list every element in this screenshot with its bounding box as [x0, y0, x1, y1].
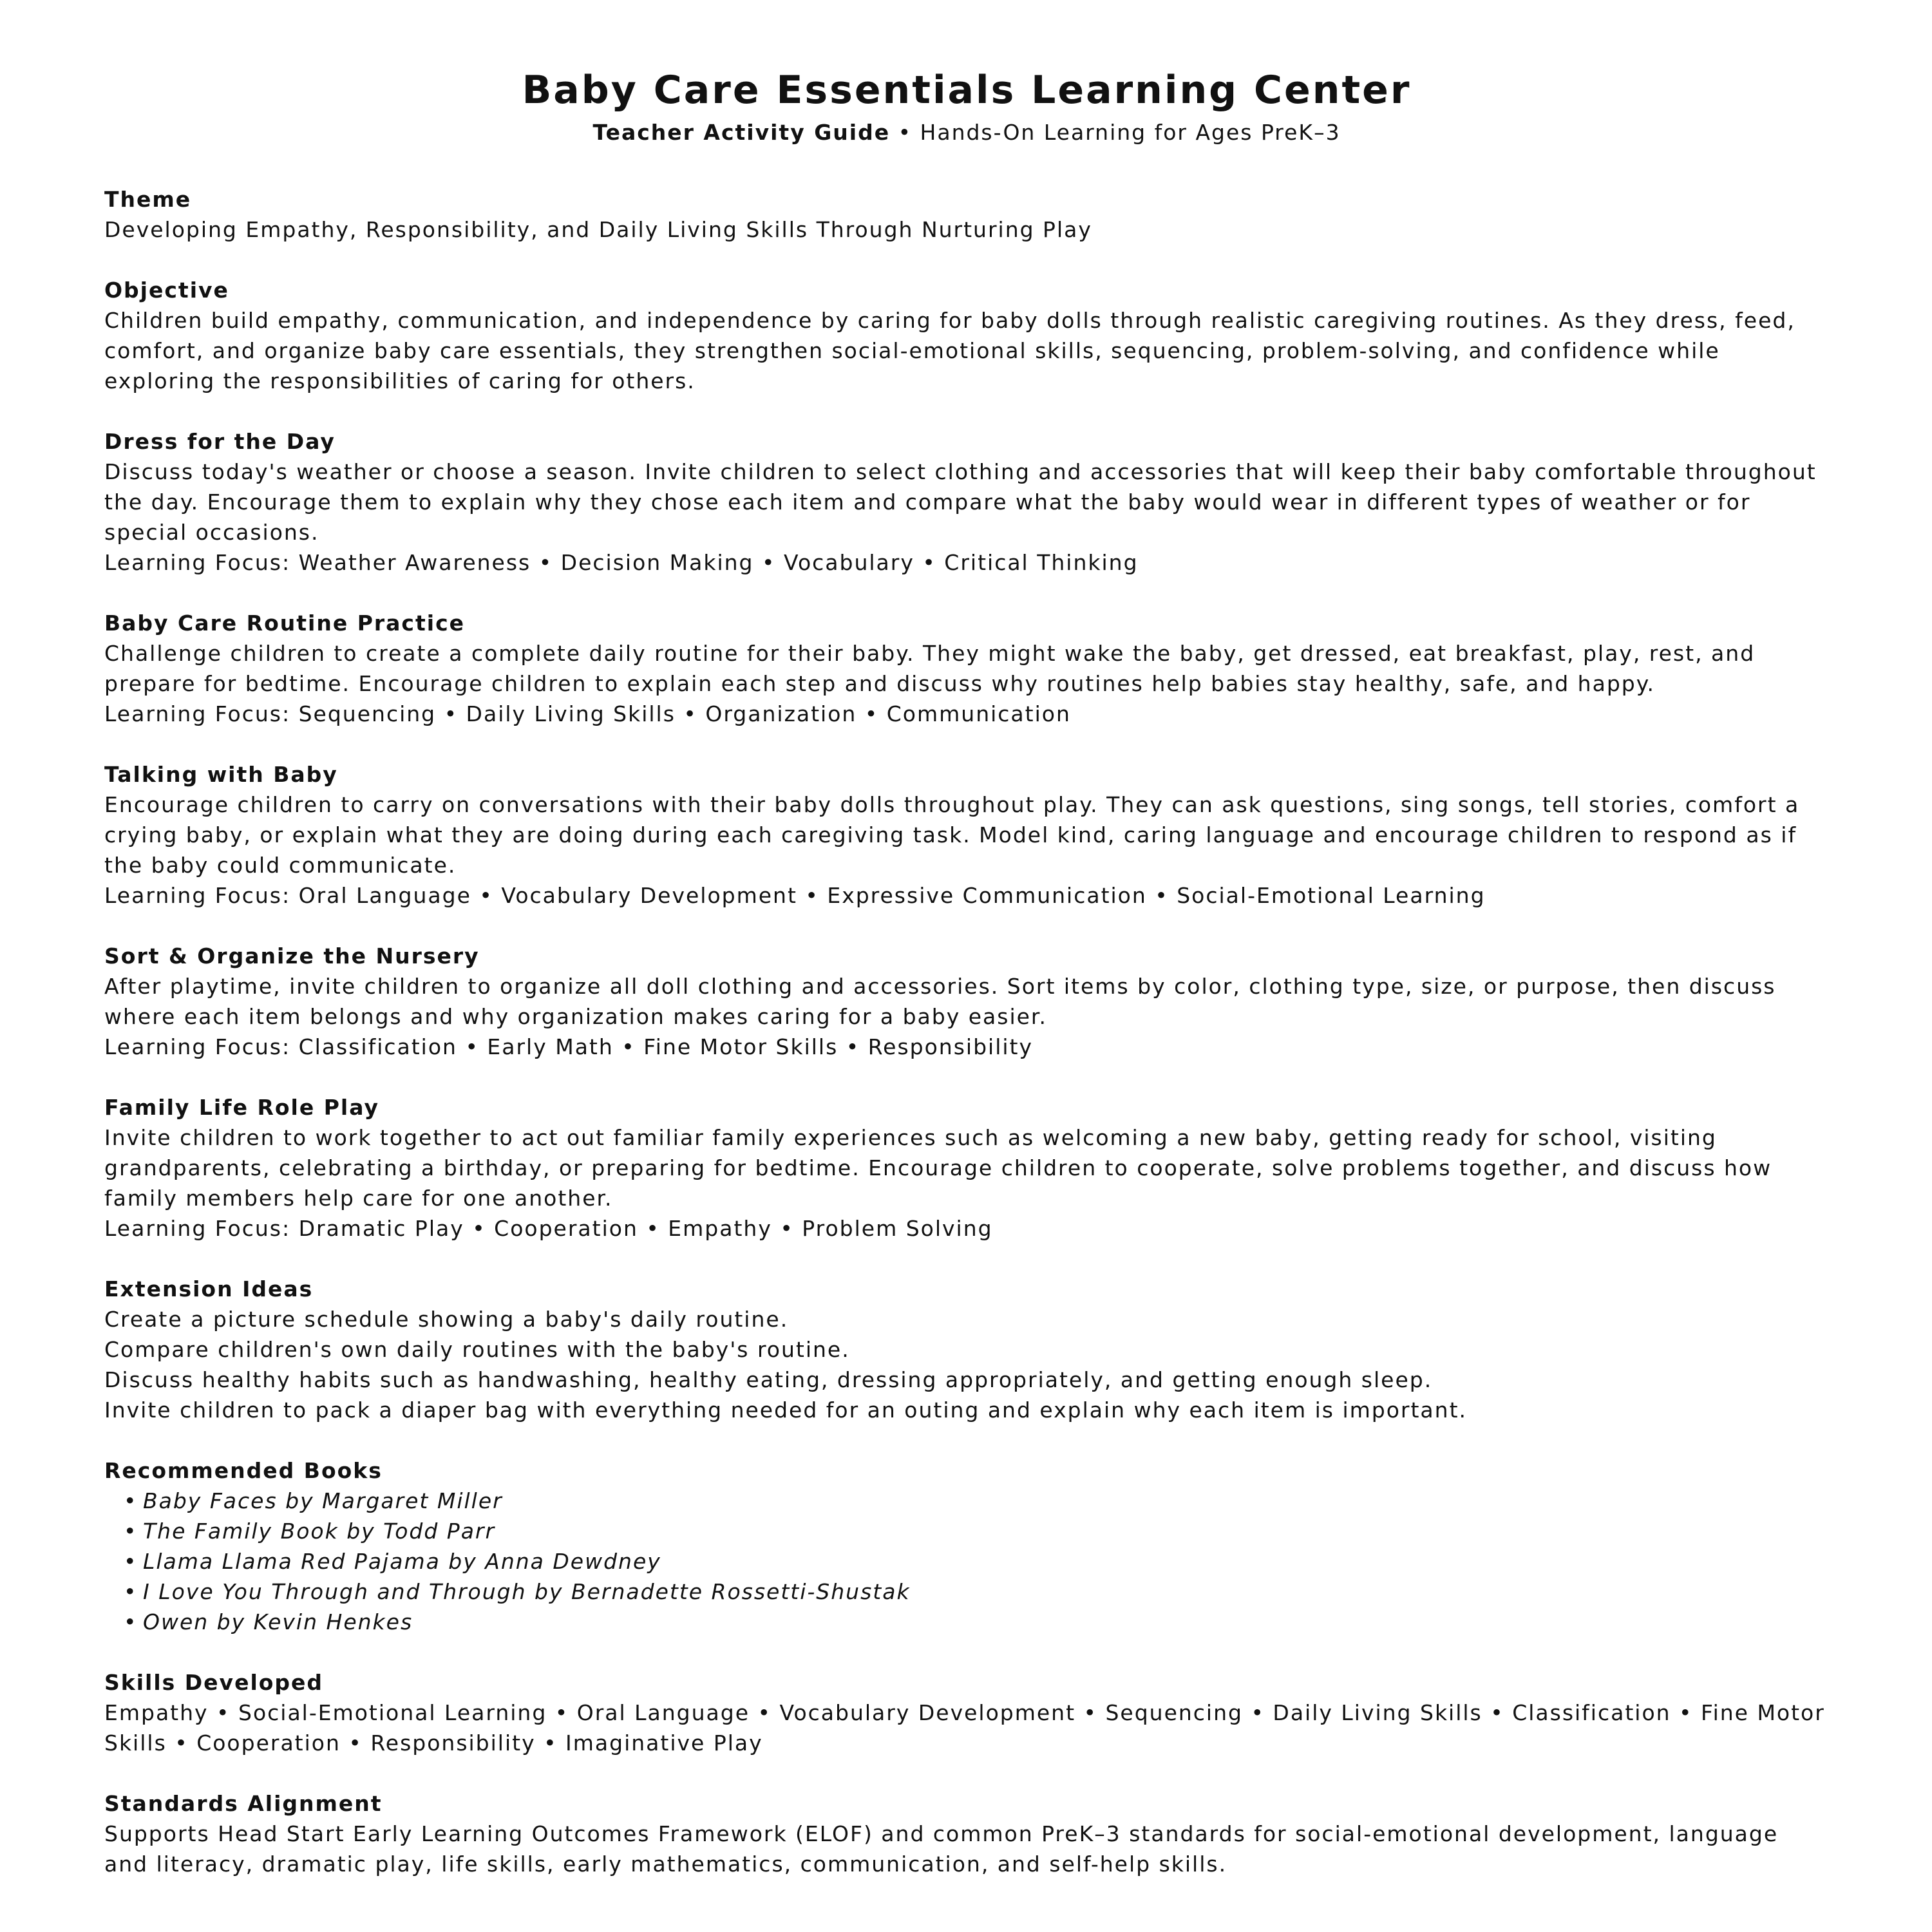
subtitle-audience: • Hands-On Learning for Ages PreK–3 — [890, 120, 1341, 145]
section-text: Invite children to work together to act out familiar family experiences such as welcoming a new baby, getting ready for school, visiting grandparents, celebrating a birthday, or preparing for bedtime. Encourage children to cooperate, solve problems together, and discuss how family members help care for one another. — [104, 1125, 1772, 1211]
section-heading: Baby Care Routine Practice — [104, 611, 466, 636]
section-heading: Standards Alignment — [104, 1791, 383, 1816]
section-standards-alignment — [104, 1788, 1829, 1879]
section-heading: Extension Ideas — [104, 1276, 314, 1302]
page-title: Baby Care Essentials Learning Center — [522, 68, 1412, 113]
extension-line: Invite children to pack a diaper bag with everything needed for an outing and explain why each item is important. — [104, 1397, 1467, 1423]
section-text: Supports Head Start Early Learning Outcomes Framework (ELOF) and common PreK–3 standards for social-emotional development, language and literacy, dramatic play, life skills, early mathematics, communication, and self-help skills. — [104, 1821, 1779, 1877]
book-list-item: • I Love You Through and Through by Bernadette Rossetti-Shustak — [124, 1577, 1829, 1607]
learning-focus: Learning Focus: Dramatic Play • Cooperation • Empathy • Problem Solving — [104, 1216, 993, 1241]
section-heading: Family Life Role Play — [104, 1095, 379, 1120]
section-objective — [104, 275, 1829, 396]
learning-focus: Learning Focus: Oral Language • Vocabulary Development • Expressive Communication • Social-Emotional Learning — [104, 883, 1486, 908]
section-text: After playtime, invite children to organize all doll clothing and accessories. Sort items by color, clothing type, size, or purpose, then discuss where each item belongs and why organization makes caring for a baby easier. — [104, 974, 1776, 1029]
section-baby-care-routine — [104, 608, 1829, 729]
section-recommended-books — [104, 1455, 1829, 1637]
section-text: Encourage children to carry on conversations with their baby dolls throughout play. They can ask questions, sing songs, tell stories, comfort a crying baby, or explain what they are doing during each caregiving task. Model kind, caring language and encourage children to respond as if the baby could communicate. — [104, 792, 1800, 878]
extension-line: Discuss healthy habits such as handwashing, healthy eating, dressing appropriately, and getting enough sleep. — [104, 1367, 1433, 1392]
section-dress-for-the-day — [104, 426, 1829, 578]
section-heading: Theme — [104, 187, 192, 212]
section-family-role-play — [104, 1092, 1829, 1244]
book-list-item: • Baby Faces by Margaret Miller — [124, 1486, 1829, 1516]
section-text: Developing Empathy, Responsibility, and Daily Living Skills Through Nurturing Play — [104, 217, 1092, 242]
section-heading: Recommended Books — [104, 1458, 383, 1483]
document-header — [104, 67, 1829, 147]
section-text: Empathy • Social-Emotional Learning • Oral Language • Vocabulary Development • Sequencing • Daily Living Skills • Classification • Fine Motor Skills • Cooperation • Responsibility • Imaginative Play — [104, 1700, 1825, 1756]
book-list-item: • The Family Book by Todd Parr — [124, 1516, 1829, 1546]
page-subtitle — [104, 118, 1829, 147]
section-heading: Talking with Baby — [104, 762, 338, 787]
learning-focus: Learning Focus: Weather Awareness • Decision Making • Vocabulary • Critical Thinking — [104, 550, 1139, 575]
subtitle-guide-label: Teacher Activity Guide — [592, 120, 891, 145]
section-heading: Skills Developed — [104, 1670, 324, 1695]
book-list — [104, 1486, 1829, 1637]
section-extension-ideas — [104, 1274, 1829, 1425]
section-text: Challenge children to create a complete daily routine for their baby. They might wake the baby, get dressed, eat breakfast, play, rest, and prepare for bedtime. Encourage children to explain each step and discuss why routines help babies stay healthy, safe, and happy. — [104, 641, 1756, 696]
learning-focus: Learning Focus: Sequencing • Daily Living Skills • Organization • Communication — [104, 701, 1071, 726]
book-list-item: • Llama Llama Red Pajama by Anna Dewdney — [124, 1546, 1829, 1577]
extension-line: Compare children's own daily routines with the baby's routine. — [104, 1337, 850, 1362]
extension-line: Create a picture schedule showing a baby's daily routine. — [104, 1307, 789, 1332]
section-skills-developed — [104, 1667, 1829, 1758]
section-text: Children build empathy, communication, and independence by caring for baby dolls through realistic caregiving routines. As they dress, feed, comfort, and organize baby care essentials, they strengthen social-emotional skills, sequencing, problem-solving, and confidence while exploring the responsibilities of caring for others. — [104, 308, 1795, 393]
section-theme — [104, 184, 1829, 245]
section-text: Discuss today's weather or choose a season. Invite children to select clothing and accessories that will keep their baby comfortable throughout the day. Encourage them to explain why they chose each item and compare what the baby would wear in different types of weather or for special occasions. — [104, 459, 1817, 545]
learning-focus: Learning Focus: Classification • Early Math • Fine Motor Skills • Responsibility — [104, 1034, 1034, 1059]
section-heading: Dress for the Day — [104, 429, 336, 454]
section-heading: Sort & Organize the Nursery — [104, 943, 480, 969]
section-sort-organize — [104, 941, 1829, 1062]
section-talking-with-baby — [104, 759, 1829, 911]
section-heading: Objective — [104, 278, 229, 303]
book-list-item: • Owen by Kevin Henkes — [124, 1607, 1829, 1637]
